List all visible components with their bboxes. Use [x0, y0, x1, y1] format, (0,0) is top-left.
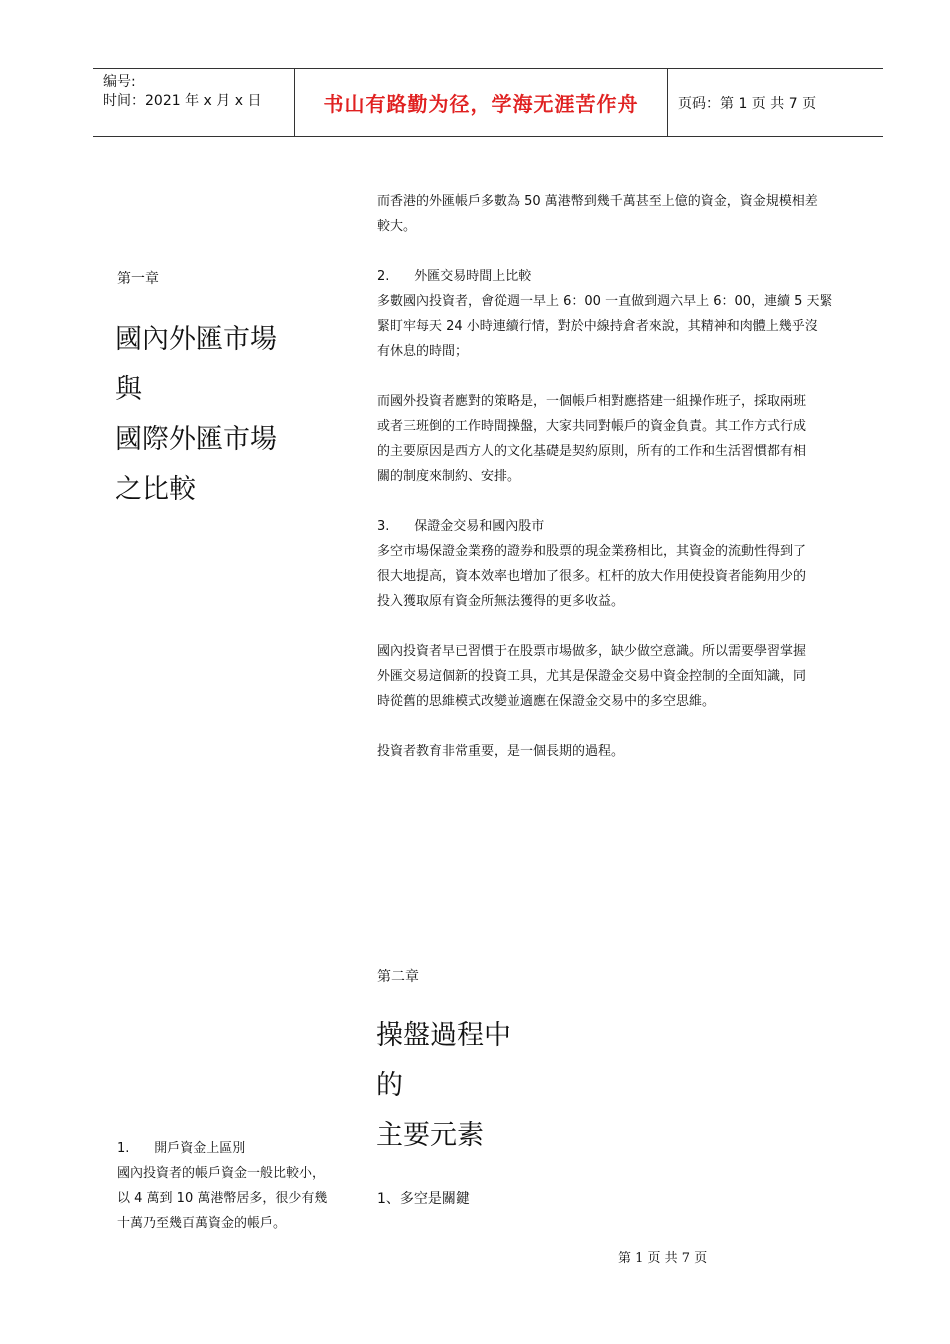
text-line: 外匯交易這個新的投資工具，尤其是保證金交易中資金控制的全面知識，同	[377, 669, 807, 684]
doc-time-label: 时间：2021 年 x 月 x 日	[103, 93, 262, 109]
text-line: 關的制度來制約、安排。	[377, 469, 521, 484]
chapter2-label: 第二章	[377, 969, 419, 985]
chapter2-title	[376, 1011, 511, 1161]
chapter1-title-line: 之比較	[115, 474, 196, 505]
text-line: 或者三班倒的工作時間操盤，大家共同對帳戶的資金負責。其工作方式行成	[377, 419, 807, 434]
text-line: 而香港的外匯帳戶多數為 50 萬港幣到幾千萬甚至上億的資金，資金規模相差	[377, 194, 818, 209]
paragraph-1	[377, 289, 833, 364]
text-line: 投資者教育非常重要，是一個長期的過程。	[377, 744, 625, 759]
text-line: 投入獲取原有資金所無法獲得的更多收益。	[377, 594, 625, 609]
text-line: 多數國內投資者，會從週一早上 6：00 一直做到週六早上 6：00，連續 5 天緊	[377, 294, 833, 309]
section3-heading: 3. 保證金交易和國內股市	[377, 519, 545, 534]
text-line: 多空市場保證金業務的證券和股票的現金業務相比，其資金的流動性得到了	[377, 544, 807, 559]
chapter2-title-line: 操盤過程中	[376, 1020, 511, 1051]
text-line: 緊盯牢每天 24 小時連續行情，對於中線持倉者來說，其精神和肉體上幾乎沒	[377, 319, 818, 334]
text-line: 國內投資者的帳戶資金一般比較小，	[117, 1166, 326, 1181]
header-meta	[103, 73, 293, 111]
chapter2-title-line: 的	[376, 1070, 403, 1101]
section1-heading: 1. 開戶資金上區別	[117, 1141, 246, 1156]
text-line: 很大地提高，資本效率也增加了很多。杠杆的放大作用使投資者能夠用少的	[377, 569, 807, 584]
text-line: 以 4 萬到 10 萬港幣居多，很少有幾	[117, 1191, 328, 1206]
page-footer: 第 1 页 共 7 页	[618, 1251, 708, 1266]
section1-paragraph	[117, 1161, 327, 1236]
section2-heading: 2. 外匯交易時間上比較	[377, 269, 532, 284]
chapter1-title-line: 國內外匯市場	[115, 324, 277, 355]
text-line: 有休息的時間；	[377, 344, 469, 359]
header-motto: 书山有路勤为径，学海无涯苦作舟	[323, 92, 639, 116]
paragraph-2	[377, 389, 806, 489]
chapter1-title	[115, 315, 277, 515]
text-line: 的主要原因是西方人的文化基礎是契約原則，所有的工作和生活習慣都有相	[377, 444, 807, 459]
chapter1-title-line: 國際外匯市場	[115, 424, 277, 455]
chapter1-label: 第一章	[117, 271, 159, 287]
chapter2-title-line: 主要元素	[376, 1120, 484, 1151]
header-divider	[667, 69, 668, 136]
doc-number-label: 编号:	[103, 74, 136, 90]
header-page-number: 页码：第 1 页 共 7 页	[678, 95, 817, 112]
text-line: 較大。	[377, 219, 417, 234]
page-header	[93, 68, 883, 137]
text-line: 時從舊的思維模式改變並適應在保證金交易中的多空思維。	[377, 694, 716, 709]
paragraph-4	[377, 639, 806, 714]
paragraph-0	[377, 189, 818, 239]
text-line: 而國外投資者應對的策略是，一個帳戶相對應搭建一組操作班子，採取兩班	[377, 394, 807, 409]
text-line: 十萬乃至幾百萬資金的帳戶。	[117, 1216, 287, 1231]
text-line: 國內投資者早已習慣于在股票市場做多，缺少做空意識。所以需要學習掌握	[377, 644, 807, 659]
paragraph-3	[377, 539, 806, 614]
chapter1-title-line: 與	[115, 374, 142, 405]
chapter2-item-1: 1、多空是關鍵	[377, 1191, 470, 1207]
paragraph-5	[377, 739, 624, 764]
